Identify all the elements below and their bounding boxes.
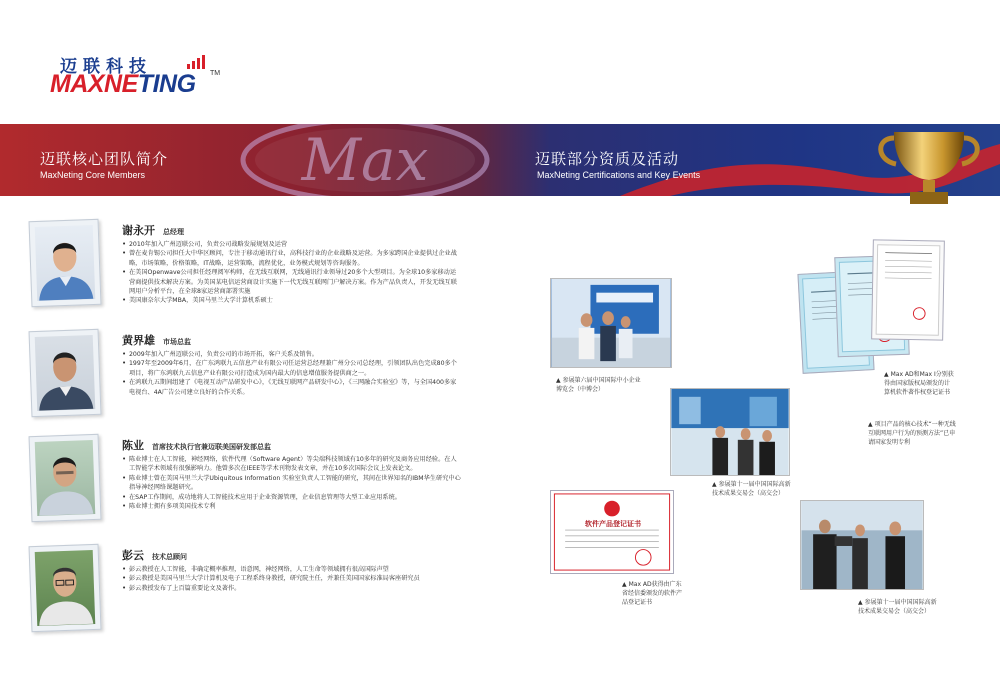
- bio-item: • 陈业博士在人工智能，神经网络，软件代理（Software Agent）等尖端科技领域有10多年的研究及商务应用经验。在人工智能学术领域有很强影响力。他曾多次在IEEE等学术刊物发表文章，并在10多次国际会议上发表论文。: [122, 455, 462, 474]
- expo-photo: [550, 278, 672, 368]
- bio-item: • 陈业博士曾在美国马里兰大学Ubiquitous Information 实验室负责人工智能的研究，其间在世界知名的IBM华生研究中心指导神经网络课题研究。: [122, 474, 462, 493]
- member-card: [30, 545, 450, 645]
- software-cert-caption: ▲ Max AD获得由广东省经信委颁发的软件产品登记证书: [622, 581, 683, 606]
- bio-item: • 美国康奈尔大学MBA，美国马里兰大学计算机系硕士: [122, 296, 462, 305]
- trophy-icon: [872, 126, 982, 204]
- copyright-caption: ▲ Max AD和Max I分别获得由国家版权局颁发的计算机软件著作权登记证书: [884, 371, 954, 396]
- bio-item: • 彭云教授发布了上百篇重要论文及著作。: [122, 584, 462, 593]
- member-bio-list: [122, 455, 462, 511]
- bio-item: • 彭云教授在人工智能，非确定概率推理，语意网，神经网络，人工生命等领域拥有很高国际声望: [122, 565, 462, 574]
- member-photo-frame: [29, 329, 102, 417]
- hightech-fair-photo: [670, 388, 790, 476]
- bio-item: • 2009年加入广州迈联公司，负责公司的市场开拓，客户关系及销售。: [122, 350, 462, 359]
- bio-item: • 陈业博士拥有多项美国技术专利: [122, 502, 462, 511]
- bio-item: • 彭云教授是美国马里兰大学计算机及电子工程系终身教授，研究院主任，并兼任美国国家标准局客座研究员: [122, 574, 462, 583]
- hightech-fair-2-caption: ▲ 参展第十一届中国国际高新技术成果交易会（高交会）: [858, 599, 937, 615]
- expo-caption: ▲ 参展第六届中国国际中小企业博览会（中博会）: [556, 377, 641, 393]
- left-section-subtitle: MaxNeting Core Members: [40, 170, 146, 180]
- member-photo: [35, 225, 96, 301]
- member-name: 黄界雄 市场总监: [122, 334, 191, 347]
- member-bio-list: [122, 565, 462, 593]
- right-section-title: 迈联部分资质及活动: [535, 150, 680, 168]
- member-name: 谢永开 总经理: [122, 224, 184, 237]
- member-name: 陈业 首席技术执行官兼迈联美国研发部总监: [122, 439, 271, 452]
- member-card: [30, 330, 457, 430]
- svg-text:Max: Max: [301, 126, 429, 194]
- member-bio-list: [122, 240, 462, 306]
- signal-icon: [186, 53, 208, 69]
- member-name: 彭云 技术总顾问: [122, 549, 187, 562]
- patent-caption: ▲ 项目产品的核心技术“一种无线互联网用户行为的预测方法”已申请国家发明专利: [868, 421, 956, 446]
- hightech-fair-caption: ▲ 参展第十一届中国国际高新技术成果交易会（高交会）: [712, 481, 791, 497]
- section-banner: [0, 124, 1000, 196]
- hightech-fair-photo-2: [800, 500, 924, 590]
- company-logo: [50, 52, 230, 102]
- logo-trademark: TM: [210, 70, 221, 77]
- bio-item: • 曾在麦肯锡公司担任大中华区顾问，专注于移动通讯行业，高科技行业的企业战略及运营。为多家跨国企业提供过企业战略，市场策略，价格策略，IT战略，运营策略，流程优化，业务模式规划等咨询服务。: [122, 249, 462, 268]
- bio-item: • 在SAP工作期间，成功地将人工智能技术应用于企业资源管理，企业信息管理等大型工业应用系统。: [122, 493, 462, 502]
- bio-item: • 1997年至2009年6月，在广东鸿联九五信息产业有限公司任运营总经理兼广州分公司总经理，引领团队出色完成80多个项目，将广东鸿联九五信息产业有限公司打造成为国内最大的信息增值服务提供商之一。: [122, 359, 462, 378]
- software-cert-title: 软件产品登记证书: [585, 520, 641, 528]
- bio-item: • 2010年加入广州迈联公司，负责公司战略发展规划及运营: [122, 240, 462, 249]
- logo-en-text: MAXNETING: [50, 70, 196, 98]
- member-photo: [35, 440, 96, 516]
- member-photo-frame: [29, 544, 102, 632]
- member-photo: [35, 550, 96, 626]
- member-bio-list: [122, 350, 462, 397]
- right-section-subtitle: MaxNeting Certifications and Key Events: [537, 170, 701, 180]
- max-watermark: [235, 124, 495, 196]
- member-photo: [35, 335, 96, 411]
- patent-certificate: [871, 239, 945, 340]
- bio-item: • 在鸿联九五期间组建了《电视互动产品研发中心》，《无线互联网产品研发中心》，《三网融合实验室》等，与全国400多家电视台、4A广告公司建立良好的合作关系。: [122, 378, 462, 397]
- logo-cn-text: 迈联科技: [60, 57, 152, 77]
- software-product-certificate: [550, 490, 674, 574]
- member-card: [30, 435, 461, 535]
- bio-item: • 在美国Openwave公司担任经理阅军构师，在无线互联网，无线通讯行业领导过20多个大型项目。为全球10多家移动运营商提供技术解决方案。为美国某电信运营商设计实施下一代无线互联网门户解决方案。作为产品负责人，开发无线互联网用户分析平台，在全球8家运营商部署实施: [122, 268, 462, 296]
- member-photo-frame: [29, 434, 102, 522]
- member-card: [30, 220, 457, 320]
- member-photo-frame: [29, 219, 102, 307]
- left-section-title: 迈联核心团队简介: [40, 150, 169, 168]
